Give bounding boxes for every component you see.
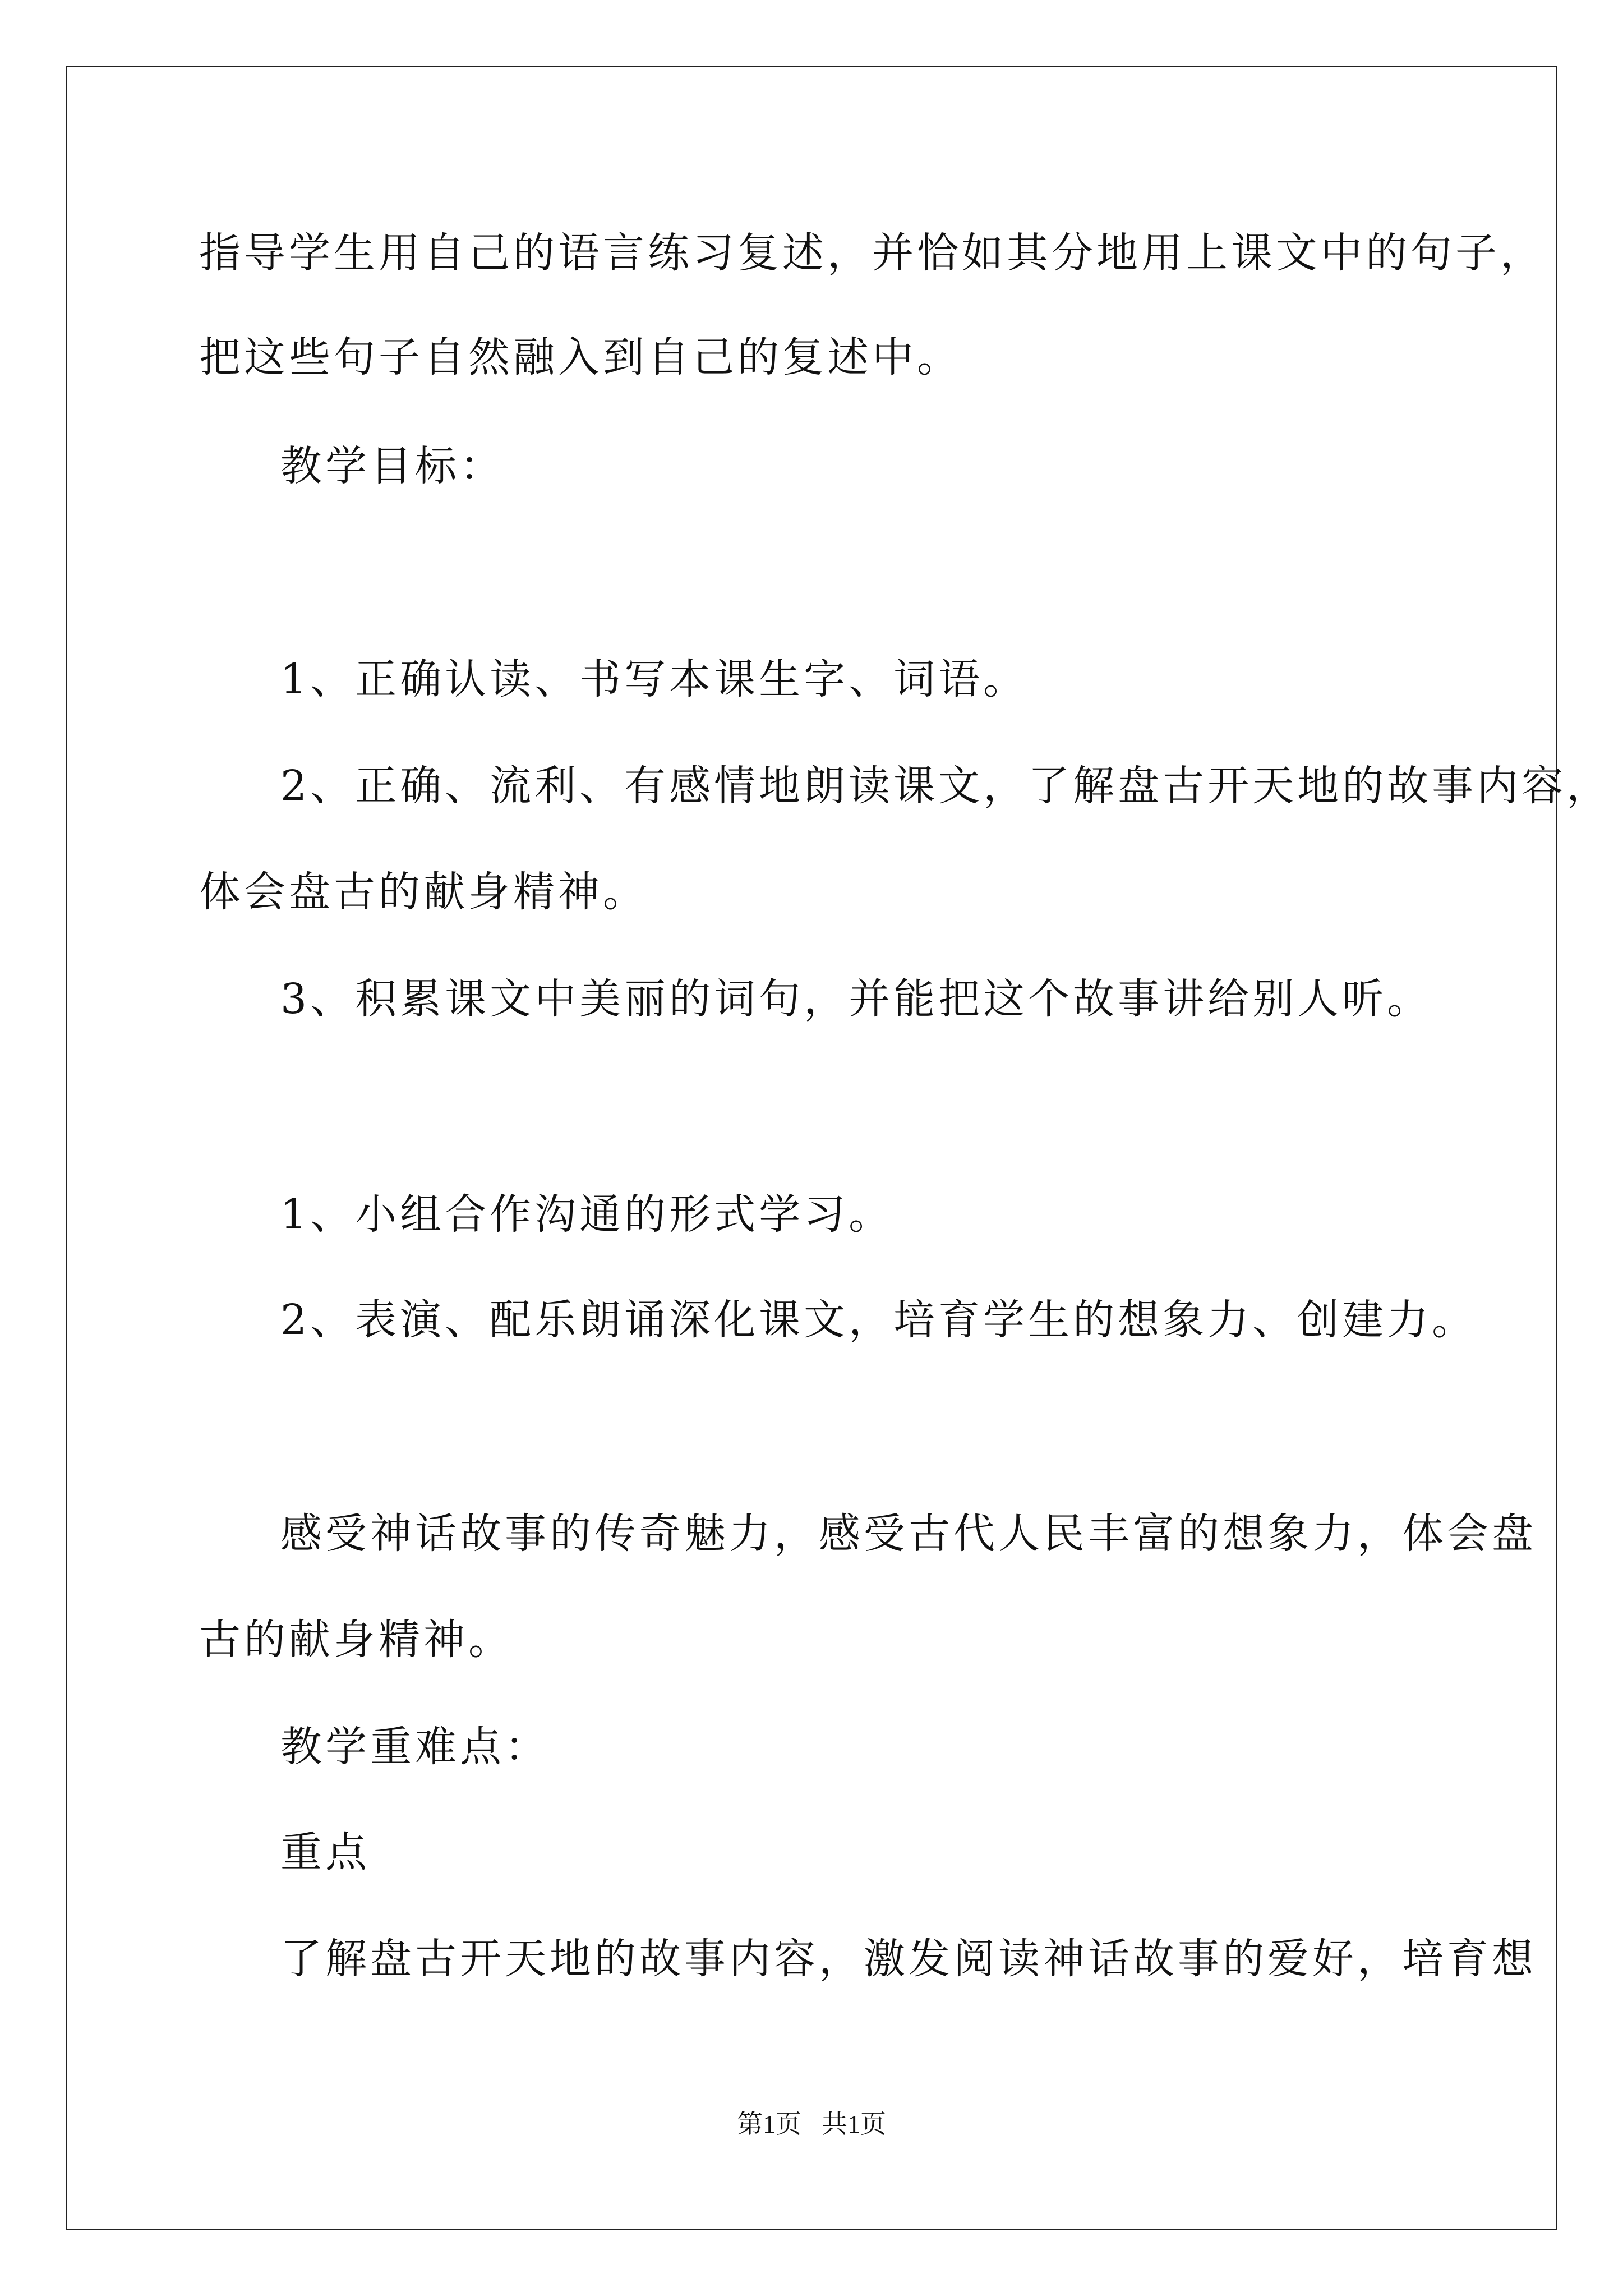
list-item: 3、积累课文中美丽的词句，并能把这个故事讲给别人听。 [280,975,1432,1023]
text-line: 感受神话故事的传奇魅力，感受古代人民丰富的想象力，体会盘 [280,1510,1537,1558]
list-item: 1、小组合作沟通的形式学习。 [280,1190,894,1239]
list-item: 2、正确、流利、有感情地朗读课文，了解盘古开天地的故事内容， [280,762,1612,810]
section-heading: 教学目标： [280,442,505,490]
section-heading: 教学重难点： [280,1723,550,1771]
page-border [66,66,1557,2230]
page-footer [0,2108,1623,2141]
subheading: 重点 [280,1828,370,1876]
text-line: 古的献身精神。 [199,1616,513,1664]
list-item: 2、表演、配乐朗诵深化课文，培育学生的想象力、创建力。 [280,1296,1477,1344]
page-number: 第1页 [737,2110,801,2138]
text-line: 了解盘古开天地的故事内容，激发阅读神话故事的爱好，培育想 [280,1935,1537,1983]
page-total: 共1页 [822,2110,886,2138]
text-line: 体会盘古的献身精神。 [199,868,648,916]
list-item: 1、正确认读、书写本课生字、词语。 [280,655,1029,703]
text-line: 把这些句子自然融入到自己的复述中。 [199,333,962,381]
text-line: 指导学生用自己的语言练习复述，并恰如其分地用上课文中的句子， [199,229,1545,277]
